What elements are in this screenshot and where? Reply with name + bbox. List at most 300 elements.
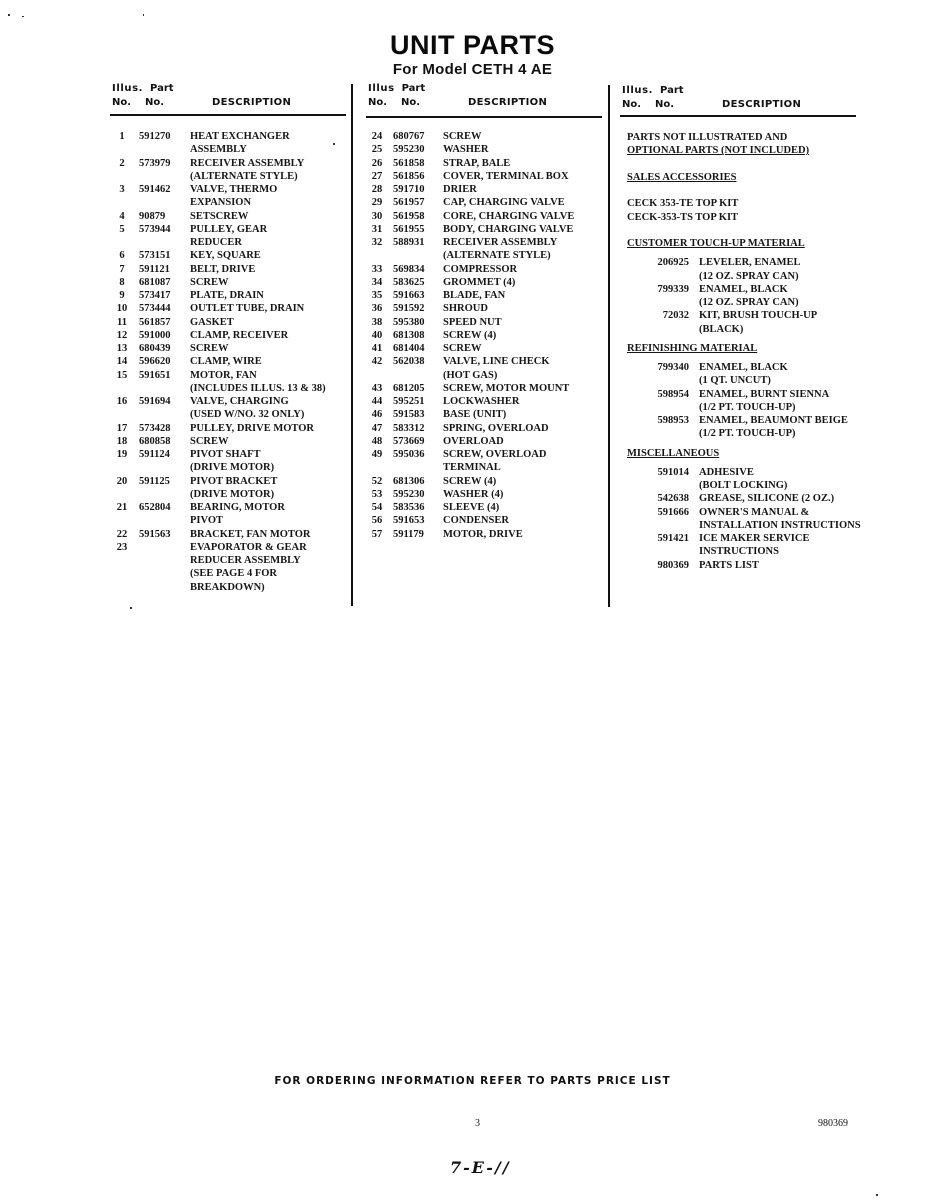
parts-row — [370, 408, 606, 421]
parts-row — [627, 296, 877, 309]
parts-row — [627, 323, 877, 336]
part-description: ENAMEL, BLACK — [699, 362, 788, 373]
header-description: DESCRIPTION — [722, 99, 802, 110]
scan-speck — [876, 1194, 878, 1196]
parts-row — [370, 488, 606, 501]
illus-number: 31 — [371, 223, 383, 235]
header-no: No. — [654, 99, 675, 110]
parts-row — [114, 130, 350, 143]
part-number: 681205 — [393, 382, 425, 394]
parts-row — [627, 256, 877, 269]
illus-number: 4 — [119, 210, 125, 222]
sales-item: CECK-353-TS TOP KIT — [627, 211, 739, 223]
part-description: (SEE PAGE 4 FOR — [190, 568, 278, 580]
part-description: STRAP, BALE — [443, 157, 511, 169]
part-number: 596620 — [139, 356, 171, 368]
parts-row — [114, 302, 350, 315]
part-number: 652804 — [139, 502, 171, 513]
part-description: CLAMP, WIRE — [190, 356, 262, 368]
part-description: SCREW — [190, 276, 229, 288]
illus-number: 3 — [119, 184, 125, 195]
parts-row — [627, 532, 877, 545]
part-description: PIVOT SHAFT — [190, 449, 261, 460]
parts-row — [627, 361, 877, 374]
part-number: 561857 — [139, 316, 171, 328]
header-illus: Illus. — [112, 83, 144, 94]
part-description: LOCKWASHER — [443, 396, 520, 407]
part-description: (1 QT. UNCUT) — [699, 375, 771, 387]
header-description: DESCRIPTION — [212, 97, 292, 108]
part-description: PULLEY, GEAR — [190, 223, 268, 235]
parts-row — [627, 519, 877, 532]
illus-number: 11 — [117, 316, 127, 328]
part-description: (12 OZ. SPRAY CAN) — [699, 297, 799, 308]
part-description: SETSCREW — [190, 210, 249, 222]
header-no: No. — [622, 99, 642, 110]
part-number: 681306 — [393, 475, 425, 487]
illus-number: 34 — [371, 276, 383, 288]
parts-row — [370, 448, 606, 461]
parts-row — [627, 492, 877, 505]
parts-row — [370, 475, 606, 488]
part-description: (ALTERNATE STYLE) — [443, 250, 551, 262]
part-description: SHROUD — [443, 303, 488, 315]
part-number: 591000 — [139, 329, 171, 341]
part-number: 542638 — [657, 493, 689, 505]
part-description: REDUCER ASSEMBLY — [190, 555, 301, 566]
column-divider — [608, 85, 610, 607]
parts-row — [114, 355, 350, 368]
illus-number: 8 — [119, 276, 125, 288]
illus-number: 12 — [116, 329, 128, 341]
part-number: 573417 — [139, 290, 171, 301]
parts-row — [370, 302, 606, 315]
not-illustrated-note: PARTS NOT ILLUSTRATED AND — [627, 132, 788, 143]
part-description: INSTALLATION INSTRUCTIONS — [699, 519, 861, 531]
parts-row — [370, 514, 606, 527]
illus-number: 27 — [371, 170, 383, 182]
part-number: 799339 — [657, 283, 689, 295]
part-description: ENAMEL, BLACK — [699, 283, 788, 295]
header-no: No. — [112, 97, 132, 108]
illus-number: 41 — [371, 343, 383, 354]
parts-row — [370, 342, 606, 355]
header-part: Part — [401, 83, 426, 94]
part-description: COVER, TERMINAL BOX — [443, 170, 569, 182]
part-description: EXPANSION — [190, 197, 252, 209]
parts-row — [627, 309, 877, 322]
parts-row — [627, 374, 877, 387]
parts-row — [114, 567, 350, 580]
parts-row — [114, 408, 350, 421]
part-number: 595230 — [393, 144, 425, 156]
header-no: No. — [368, 97, 388, 108]
column-1-header — [112, 82, 347, 110]
parts-row — [114, 369, 350, 382]
part-number: 591694 — [139, 396, 171, 407]
part-description: SCREW (4) — [443, 475, 497, 487]
part-number: 595230 — [393, 488, 425, 500]
illus-number: 2 — [119, 157, 125, 169]
illus-number: 21 — [116, 502, 128, 513]
parts-row — [114, 461, 350, 474]
parts-row — [114, 249, 350, 262]
illus-number: 48 — [371, 435, 383, 447]
illus-number: 44 — [371, 396, 383, 407]
header-illus: Illus. — [622, 85, 654, 96]
part-description: (DRIVE MOTOR) — [190, 488, 275, 500]
parts-row — [114, 263, 350, 276]
page-title: UNIT PARTS — [390, 30, 555, 60]
column-divider — [351, 84, 353, 606]
part-description: PULLEY, DRIVE MOTOR — [190, 422, 314, 434]
part-number: 573669 — [393, 435, 425, 447]
parts-row — [370, 183, 606, 196]
part-description: SCREW (4) — [443, 329, 497, 341]
touchup-list — [627, 256, 877, 336]
scan-speck — [22, 16, 24, 17]
part-description: MOTOR, FAN — [190, 369, 257, 381]
parts-row — [627, 545, 877, 558]
part-number: 598953 — [657, 415, 689, 426]
parts-row — [370, 196, 606, 209]
part-description: SLEEVE (4) — [443, 502, 500, 513]
miscellaneous-heading: MISCELLANEOUS — [627, 447, 720, 459]
illus-number: 53 — [371, 488, 383, 500]
parts-row — [114, 541, 350, 554]
parts-row — [114, 501, 350, 514]
part-description: OWNER'S MANUAL & — [699, 506, 810, 518]
part-description: BLADE, FAN — [443, 290, 506, 301]
part-description: (DRIVE MOTOR) — [190, 462, 275, 474]
parts-row — [370, 501, 606, 514]
part-description: VALVE, THERMO — [190, 184, 278, 195]
part-description: INSTRUCTIONS — [699, 546, 779, 558]
part-description: ADHESIVE — [699, 466, 754, 478]
parts-row — [370, 263, 606, 276]
part-description: BELT, DRIVE — [190, 263, 256, 275]
part-description: COMPRESSOR — [443, 263, 518, 275]
part-number: 680858 — [139, 435, 171, 447]
part-number: 562038 — [393, 356, 425, 368]
parts-row — [114, 448, 350, 461]
parts-row — [370, 329, 606, 342]
part-number: 561856 — [393, 170, 425, 182]
illus-number: 25 — [371, 144, 383, 156]
part-description: GREASE, SILICONE (2 OZ.) — [699, 493, 835, 505]
parts-row — [370, 130, 606, 143]
part-description: WASHER — [443, 144, 489, 156]
illus-number: 54 — [371, 502, 383, 513]
part-number: 681404 — [393, 343, 425, 354]
part-description: BODY, CHARGING VALVE — [443, 223, 574, 235]
part-number: 588931 — [393, 237, 425, 248]
part-description: TERMINAL — [443, 462, 501, 474]
parts-list-column-3 — [627, 131, 877, 572]
parts-row — [627, 559, 877, 572]
parts-row — [114, 554, 350, 567]
part-number: 591666 — [657, 506, 689, 518]
parts-row — [370, 355, 606, 368]
illus-number: 20 — [116, 475, 128, 487]
header-part: Part — [150, 83, 174, 94]
part-number: 595251 — [393, 396, 425, 407]
parts-row — [114, 395, 350, 408]
part-description: GASKET — [190, 316, 234, 328]
part-description: CORE, CHARGING VALVE — [443, 210, 575, 222]
header-part: Part — [660, 85, 684, 96]
illus-number: 46 — [371, 409, 383, 421]
part-number: 573151 — [139, 250, 171, 262]
part-number: 591462 — [139, 184, 171, 195]
parts-row — [370, 223, 606, 236]
part-number: 591663 — [393, 290, 425, 301]
header-description: DESCRIPTION — [468, 97, 548, 108]
illus-number: 10 — [116, 303, 128, 315]
part-number: 591651 — [139, 369, 171, 381]
part-description: PIVOT BRACKET — [190, 475, 278, 487]
illus-number: 7 — [119, 263, 125, 275]
part-description: GROMMET (4) — [443, 276, 516, 288]
parts-row — [370, 395, 606, 408]
part-description: SCREW — [443, 131, 482, 142]
illus-number: 29 — [371, 197, 383, 209]
illus-number: 42 — [371, 356, 383, 368]
parts-row — [370, 528, 606, 541]
part-description: ASSEMBLY — [190, 144, 247, 156]
parts-list-column-1 — [114, 130, 350, 594]
illus-number: 47 — [371, 422, 383, 434]
parts-row — [370, 143, 606, 156]
parts-row — [370, 236, 606, 249]
part-number: 595036 — [393, 449, 425, 460]
part-description: CAP, CHARGING VALVE — [443, 197, 565, 209]
parts-row — [370, 382, 606, 395]
part-description: SCREW, MOTOR MOUNT — [443, 382, 570, 394]
part-number: 90879 — [139, 210, 166, 222]
parts-row — [114, 316, 350, 329]
part-description: PLATE, DRAIN — [190, 290, 264, 301]
part-number: 561957 — [393, 197, 425, 209]
part-description: OVERLOAD — [443, 435, 504, 447]
parts-row — [370, 316, 606, 329]
part-description: ICE MAKER SERVICE — [699, 533, 810, 544]
illus-number: 17 — [116, 422, 128, 434]
parts-row — [114, 196, 350, 209]
part-number: 681087 — [139, 276, 171, 288]
part-description: (USED W/NO. 32 ONLY) — [190, 409, 305, 421]
ordering-footer: FOR ORDERING INFORMATION REFER TO PARTS PRICE LIST — [274, 1075, 671, 1087]
part-number: 799340 — [657, 362, 689, 373]
part-description: (BOLT LOCKING) — [699, 480, 788, 491]
parts-row — [627, 506, 877, 519]
part-number: 591710 — [393, 184, 425, 195]
part-number: 680767 — [393, 131, 425, 142]
parts-row — [114, 183, 350, 196]
parts-row — [627, 466, 877, 479]
part-number: 591270 — [139, 131, 171, 142]
parts-row — [370, 422, 606, 435]
part-description: CLAMP, RECEIVER — [190, 329, 289, 341]
illus-number: 28 — [371, 184, 383, 195]
parts-row — [114, 435, 350, 448]
header-rule — [366, 116, 602, 118]
part-number: 591653 — [393, 515, 425, 527]
refinishing-list — [627, 361, 877, 441]
part-description: KIT, BRUSH TOUCH-UP — [699, 310, 818, 322]
scan-speck — [143, 14, 144, 16]
part-description: LEVELER, ENAMEL — [699, 257, 801, 269]
parts-row — [114, 514, 350, 527]
illus-number: 15 — [116, 369, 128, 381]
part-description: (1/2 PT. TOUCH-UP) — [699, 428, 796, 440]
part-description: (INCLUDES ILLUS. 13 & 38) — [190, 382, 326, 394]
parts-row — [627, 401, 877, 414]
parts-row — [627, 427, 877, 440]
part-description: PARTS LIST — [699, 559, 759, 571]
header-rule — [110, 114, 346, 116]
parts-row — [114, 382, 350, 395]
parts-row — [627, 283, 877, 296]
illus-number: 43 — [371, 382, 383, 394]
miscellaneous-list — [627, 466, 877, 572]
header-illus: Illus — [368, 83, 395, 94]
part-description: SCREW — [190, 435, 229, 447]
part-number: 591421 — [657, 533, 689, 544]
illus-number: 56 — [371, 515, 383, 527]
illus-number: 32 — [371, 237, 383, 248]
illus-number: 24 — [371, 131, 383, 142]
illus-number: 1 — [119, 131, 125, 142]
part-number: 680439 — [139, 343, 171, 354]
handwritten-note: 7-E-// — [450, 1158, 511, 1177]
part-number: 591563 — [139, 528, 171, 540]
parts-row — [114, 342, 350, 355]
illus-number: 14 — [116, 356, 128, 368]
part-number: 573444 — [139, 303, 171, 315]
header-no: No. — [144, 97, 165, 108]
illus-number: 26 — [371, 157, 383, 169]
part-description: VALVE, LINE CHECK — [443, 356, 550, 368]
illus-number: 19 — [116, 449, 128, 460]
illus-number: 57 — [371, 528, 383, 540]
parts-row — [114, 170, 350, 183]
part-number: 598954 — [657, 388, 689, 400]
parts-row — [370, 276, 606, 289]
sales-item: CECK 353-TE TOP KIT — [627, 198, 739, 210]
parts-row — [114, 475, 350, 488]
part-description: BEARING, MOTOR — [190, 502, 285, 513]
part-number: 591014 — [657, 466, 689, 478]
parts-row — [370, 369, 606, 382]
not-illustrated-note: OPTIONAL PARTS (NOT INCLUDED) — [627, 145, 810, 157]
part-description: BRACKET, FAN MOTOR — [190, 528, 311, 540]
illus-number: 38 — [371, 316, 383, 328]
refinishing-heading: REFINISHING MATERIAL — [627, 342, 758, 354]
part-number: 591124 — [139, 449, 170, 460]
part-description: (BLACK) — [699, 323, 744, 335]
scan-speck — [8, 14, 10, 16]
parts-row — [114, 236, 350, 249]
part-number: 72032 — [662, 310, 689, 322]
part-description: SCREW — [443, 343, 482, 354]
part-number: 573979 — [139, 157, 171, 169]
parts-row — [114, 528, 350, 541]
illus-number: 13 — [116, 343, 128, 354]
illus-number: 30 — [371, 210, 383, 222]
part-description: RECEIVER ASSEMBLY — [443, 237, 558, 248]
part-number: 206925 — [657, 257, 689, 269]
parts-list-column-2 — [370, 130, 606, 541]
illus-number: 18 — [116, 435, 128, 447]
parts-row — [114, 143, 350, 156]
part-number: 561955 — [393, 223, 425, 235]
scan-speck — [130, 607, 132, 609]
illus-number: 40 — [371, 329, 383, 341]
illus-number: 22 — [116, 528, 128, 540]
part-number: 561858 — [393, 157, 425, 169]
parts-row — [370, 435, 606, 448]
parts-row — [114, 581, 350, 594]
parts-row — [114, 488, 350, 501]
part-number: 591121 — [139, 263, 170, 275]
parts-row — [114, 422, 350, 435]
document-number: 980369 — [818, 1118, 848, 1129]
scan-speck — [333, 143, 335, 145]
part-number: 595380 — [393, 316, 425, 328]
parts-row — [627, 414, 877, 427]
parts-row — [370, 289, 606, 302]
part-description: SCREW — [190, 343, 229, 354]
sales-accessories-heading: SALES ACCESSORIES — [627, 171, 737, 183]
illus-number: 6 — [119, 250, 125, 262]
part-number: 583536 — [393, 502, 425, 513]
part-description: VALVE, CHARGING — [190, 396, 289, 407]
page-number: 3 — [475, 1118, 480, 1129]
part-description: SPRING, OVERLOAD — [443, 422, 549, 434]
illus-number: 16 — [116, 396, 128, 407]
illus-number: 36 — [371, 303, 383, 315]
parts-row — [370, 249, 606, 262]
part-description: BASE (UNIT) — [443, 409, 507, 421]
parts-row — [370, 461, 606, 474]
part-description: MOTOR, DRIVE — [443, 528, 523, 540]
part-description: EVAPORATOR & GEAR — [190, 541, 307, 553]
part-description: SPEED NUT — [443, 316, 502, 328]
illus-number: 52 — [371, 475, 383, 487]
part-number: 591583 — [393, 409, 425, 421]
part-number: 591179 — [393, 528, 424, 540]
part-description: WASHER (4) — [443, 488, 504, 500]
part-number: 980369 — [657, 559, 689, 571]
parts-row — [627, 270, 877, 283]
part-number: 573944 — [139, 223, 171, 235]
parts-row — [114, 157, 350, 170]
parts-row — [114, 329, 350, 342]
illus-number: 49 — [371, 449, 383, 460]
illus-number: 5 — [119, 223, 125, 235]
parts-row — [627, 388, 877, 401]
illus-number: 33 — [371, 263, 383, 275]
column-3-header — [622, 84, 857, 112]
parts-row — [370, 170, 606, 183]
part-description: SCREW, OVERLOAD — [443, 449, 547, 460]
part-description: REDUCER — [190, 237, 242, 248]
parts-row — [114, 289, 350, 302]
parts-row — [114, 223, 350, 236]
part-number: 569834 — [393, 263, 425, 275]
header-rule — [620, 115, 856, 117]
